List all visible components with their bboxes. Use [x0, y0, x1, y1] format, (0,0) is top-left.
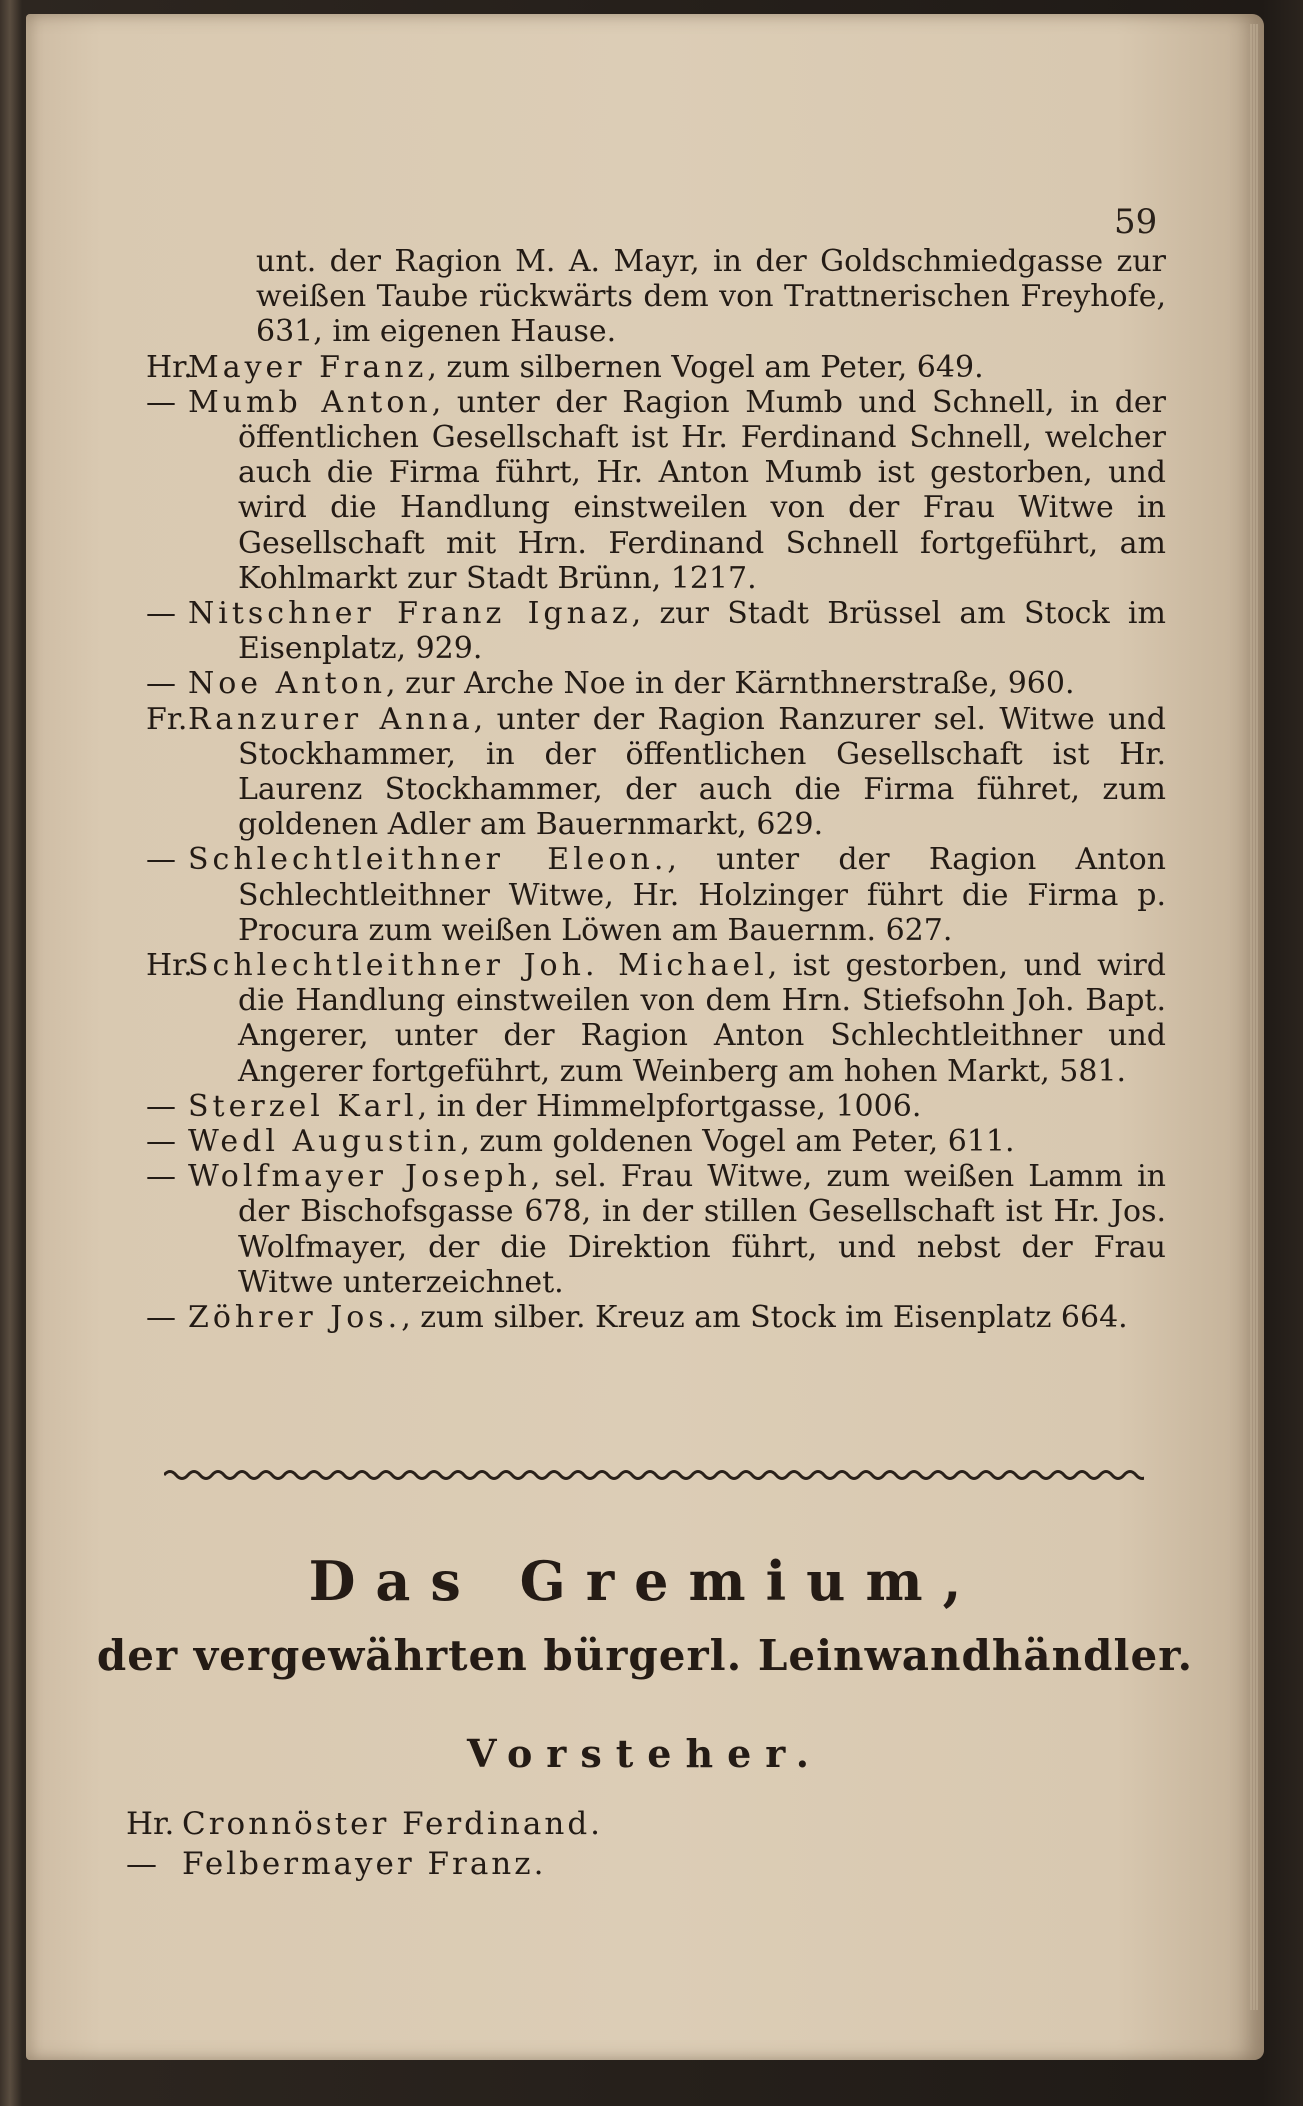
entry-prefix: — [146, 384, 176, 420]
merchant-entry [146, 666, 1166, 701]
entry-name: Wedl Augustin [188, 1124, 461, 1160]
wave-rule-line [164, 1472, 1144, 1479]
merchant-entry [146, 1159, 1166, 1300]
entry-name: Wolfmayer Joseph [188, 1159, 531, 1195]
merchant-entry [146, 385, 1166, 596]
entry-prefix: Hr. [146, 349, 193, 385]
merchant-entry [146, 1124, 1166, 1159]
section-heading: Vorsteher. [466, 1731, 824, 1776]
entry-text: , in der Himmelpfortgasse, 1006. [417, 1088, 922, 1124]
merchant-entry [146, 244, 1166, 350]
entry-prefix: Hr. [146, 948, 193, 984]
officer-name: Cronnöster Ferdinand. [182, 1806, 604, 1842]
entry-text: unt. der Ragion M. A. Mayr, in der Goldschmiedgasse zur weißen Taube rückwärts dem von Trattnerischen Freyhofe, 631, im eigenen Hause. [256, 244, 1166, 350]
entry-prefix: Fr. [146, 701, 188, 737]
merchant-entries-list [146, 244, 1166, 1335]
entry-name: Nitschner Franz Ignaz [188, 596, 632, 632]
entry-text: , unter der Ragion Ranzurer sel. Witwe und Stockhammer, in der öffentlichen Gesellschaft ist Hr. Laurenz Stockhammer, der auch die Firma führet, zum goldenen Adler am Bauernmarkt, 629. [238, 701, 1166, 843]
officers-list [126, 1804, 603, 1884]
entry-prefix: — [146, 842, 176, 878]
entry-prefix: — [146, 1124, 176, 1160]
entry-name: Ranzurer Anna [188, 701, 474, 737]
entry-name: Zöhrer Jos. [188, 1300, 402, 1336]
entry-text: , zum goldenen Vogel am Peter, 611. [460, 1124, 1015, 1160]
merchant-entry [146, 702, 1166, 843]
entry-text: , zum silbernen Vogel am Peter, 649. [427, 349, 984, 385]
entry-name: Mayer Franz [188, 349, 428, 385]
merchant-entry [146, 842, 1166, 948]
entry-prefix: — [146, 1088, 176, 1124]
officer-name: Felbermayer Franz. [182, 1846, 547, 1882]
entry-name: Sterzel Karl [188, 1088, 418, 1124]
entry-name: Noe Anton [188, 666, 387, 702]
officer-prefix: — [126, 1846, 157, 1882]
officer-prefix: Hr. [126, 1806, 175, 1842]
entry-name: Schlechtleithner Joh. Michael [188, 948, 768, 984]
merchant-entry [146, 1089, 1166, 1124]
entry-prefix: — [146, 666, 176, 702]
entry-prefix: — [146, 1159, 176, 1195]
decorative-divider [164, 1467, 1144, 1483]
officer-entry [126, 1804, 603, 1844]
wave-rule-graphic [164, 1467, 1144, 1483]
book-page [26, 14, 1264, 2060]
entry-text: , zum silber. Kreuz am Stock im Eisenplatz 664. [401, 1300, 1128, 1336]
merchant-entry [146, 948, 1166, 1089]
entry-text: , zur Arche Noe in der Kärnthnerstraße, 960. [386, 666, 1075, 702]
entry-text: , unter der Ragion Mumb und Schnell, in der öffentlichen Gesellschaft ist Hr. Ferdinand Schnell, welcher auch die Firma führt, Hr. Anton Mumb ist gestorben, und wird die Handlung einstweilen von der Frau Witwe in Gesellschaft mit Hrn. Ferdinand Schnell fortgeführt, am Kohlmarkt zur Stadt Brünn, 1217. [238, 384, 1166, 596]
merchant-entry [146, 350, 1166, 385]
entry-prefix: — [146, 1300, 176, 1336]
officer-entry [126, 1844, 603, 1884]
entry-name: Schlechtleithner Eleon. [188, 842, 668, 878]
page-number: 59 [1114, 202, 1158, 242]
entry-text: , unter der Ragion Anton Schlechtleithner Witwe, Hr. Holzinger führt die Firma p. Procura zum weißen Löwen am Bauernm. 627. [238, 842, 1166, 948]
merchant-entry [146, 1300, 1166, 1335]
entry-text: , sel. Frau Witwe, zum weißen Lamm in der Bischofsgasse 678, in der stillen Gesellschaft ist Hr. Jos. Wolfmayer, der die Direktion führt, und nebst der Frau Witwe unterzeichnet. [238, 1159, 1166, 1300]
entry-name: Mumb Anton [188, 384, 432, 420]
merchant-entry [146, 596, 1166, 666]
section-title: Das Gremium, [308, 1549, 982, 1613]
page-edge-shadow [1250, 24, 1258, 2010]
entry-text: , zur Stadt Brüssel am Stock im Eisenplatz, 929. [238, 596, 1166, 667]
section-subtitle: der vergewährten bürgerl. Leinwandhändler. [96, 1631, 1194, 1680]
entry-text: , ist gestorben, und wird die Handlung einstweilen von dem Hrn. Stiefsohn Joh. Bapt. Angerer, unter der Ragion Anton Schlechtleithner und Angerer fortgeführt, zum Weinberg am hohen Markt, 581. [238, 948, 1166, 1089]
entry-prefix: — [146, 596, 176, 632]
